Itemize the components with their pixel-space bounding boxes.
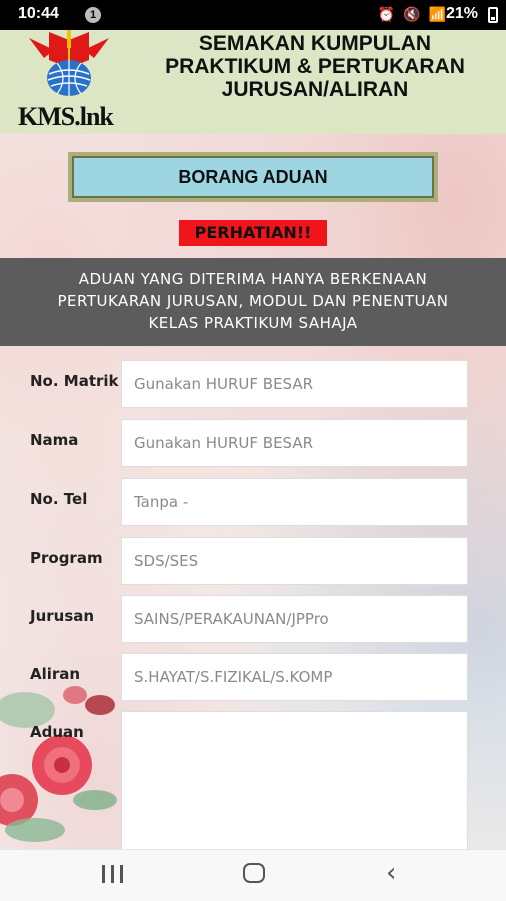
status-icons (378, 6, 446, 23)
back-icon[interactable]: ‹ (386, 858, 397, 888)
flower-decoration (0, 680, 125, 850)
stream-input[interactable] (121, 595, 468, 643)
warning-label: PERHATIAN!! (179, 220, 327, 246)
name-label: Nama (30, 431, 79, 449)
title-line: SEMAKAN KUMPULAN (198, 32, 432, 55)
track-label: Aliran (30, 665, 81, 683)
notice-banner (0, 258, 506, 346)
app-header (0, 30, 506, 137)
status-time: 10:44 (18, 5, 59, 22)
title-line: PRAKTIKUM & PERTUKARAN (165, 55, 465, 78)
track-input[interactable] (121, 653, 468, 701)
program-label: Program (30, 549, 103, 567)
notice-line: KELAS PRAKTIKUM SAHAJA (148, 314, 358, 332)
home-icon[interactable] (243, 863, 265, 883)
recent-apps-icon[interactable] (102, 865, 124, 883)
complaint-textarea[interactable] (121, 711, 468, 851)
status-bar (0, 0, 506, 30)
notice-line: ADUAN YANG DITERIMA HANYA BERKENAAN (78, 270, 428, 288)
page-title (125, 32, 505, 101)
phone-label: No. Tel (30, 490, 88, 508)
logo-text: KMS.lnk (18, 102, 113, 131)
name-input[interactable] (121, 419, 468, 467)
stream-label: Jurusan (30, 607, 95, 625)
program-input[interactable] (121, 537, 468, 585)
matric-input[interactable] (121, 360, 468, 408)
wifi-icon: 📶 (428, 6, 446, 22)
system-nav-bar (0, 849, 506, 901)
battery-icon (488, 7, 498, 23)
battery-percent: 21% (445, 5, 478, 22)
logo-icon (24, 30, 114, 100)
complaint-label: Aduan (30, 723, 84, 741)
notification-badge: 1 (85, 7, 101, 23)
matric-label: No. Matrik (30, 372, 119, 390)
mute-icon: 🔇 (403, 6, 421, 22)
notice-line: PERTUKARAN JURUSAN, MODUL DAN PENENTUAN (57, 292, 449, 310)
title-line: JURUSAN/ALIRAN (221, 78, 409, 101)
alarm-icon: ⏰ (377, 6, 396, 22)
phone-input[interactable] (121, 478, 468, 526)
borang-aduan-button[interactable]: BORANG ADUAN (68, 152, 438, 202)
